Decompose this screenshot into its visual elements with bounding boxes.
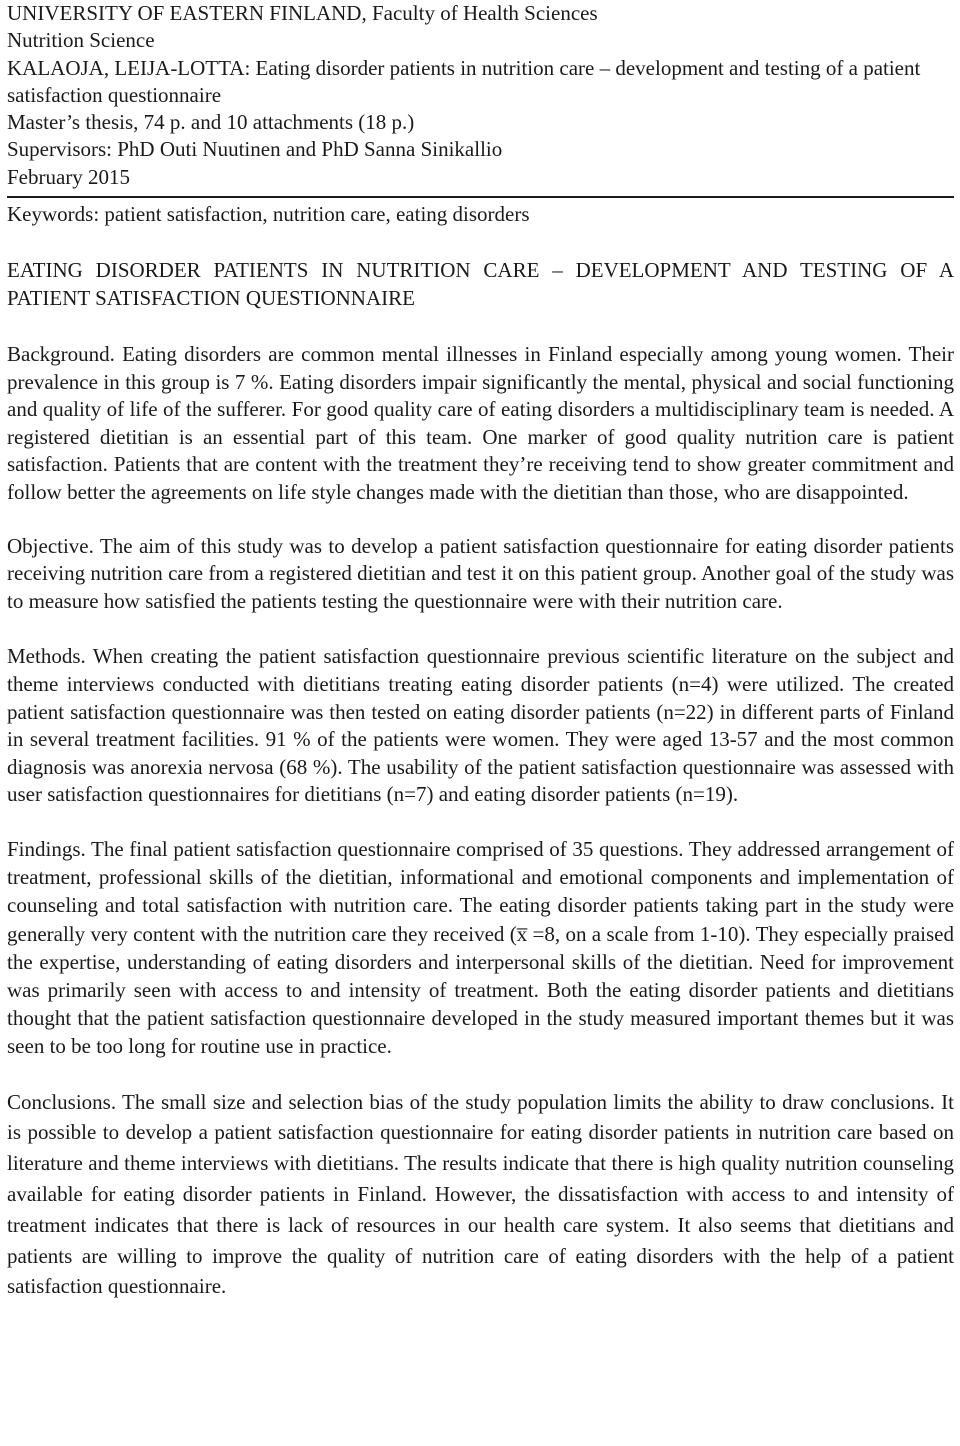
abstract-page <box>7 0 954 1302</box>
background-paragraph: Background. Eating disorders are common mental illnesses in Finland especially among young women. Their prevalence in this group is 7 %. Eating disorders impair significantly the mental, physical and social functioning and quality of life of the sufferer. For good quality care of eating disorders a multidisciplinary team is needed. A registered dietitian is an essential part of this team. One marker of good quality nutrition care is patient satisfaction. Patients that are content with the treatment they’re receiving tend to show greater commitment and follow better the agreements on life style changes made with the dietitian than those, who are disappointed. <box>7 342 954 505</box>
thesis-pages-line: Master’s thesis, 74 p. and 10 attachments (18 p.) <box>7 110 415 135</box>
university-faculty-line: UNIVERSITY OF EASTERN FINLAND, Faculty of Health Sciences <box>7 1 598 25</box>
objective-paragraph: Objective. The aim of this study was to develop a patient satisfaction questionnaire for eating disorder patients receiving nutrition care from a registered dietitian and test it on this patient group. Another goal of the study was to measure how satisfied the patients testing the questionnaire were with their nutrition care. <box>7 533 954 613</box>
methods-paragraph: Methods. When creating the patient satisfaction questionnaire previous scientific literature on the subject and theme interviews conducted with dietitians treating eating disorder patients (n=4) were utilized. The created patient satisfaction questionnaire was then tested on eating disorder patients (n=22) in different parts of Finland in several treatment facilities. 91 % of the patients were women. They were aged 13-57 and the most common diagnosis was anorexia nervosa (68 %). The usability of the patient satisfaction questionnaire was assessed with user satisfaction questionnaires for dietitians (n=7) and eating disorder patients (n=19). <box>7 644 954 807</box>
thesis-header <box>7 0 954 191</box>
date-line: February 2015 <box>7 164 131 189</box>
author-title-line: KALAOJA, LEIJA-LOTTA: Eating disorder patients in nutrition care – development and testing of a patient satisfaction questionnaire <box>7 55 921 107</box>
keywords-line: Keywords: patient satisfaction, nutrition care, eating disorders <box>7 202 530 227</box>
thesis-title: EATING DISORDER PATIENTS IN NUTRITION CARE – DEVELOPMENT AND TESTING OF A PATIENT SATISFACTION QUESTIONNAIRE <box>7 258 954 310</box>
supervisors-line: Supervisors: PhD Outi Nuutinen and PhD Sanna Sinikallio <box>7 137 503 162</box>
header-divider <box>7 196 954 198</box>
conclusions-paragraph: Conclusions. The small size and selection bias of the study population limits the ability to draw conclusions. It is possible to develop a patient satisfaction questionnaire for eating disorder patients in nutrition care based on literature and theme interviews with dietitians. The results indicate that there is high quality nutrition counseling available for eating disorder patients in Finland. However, the dissatisfaction with access to and intensity of treatment indicates that there is lack of resources in our health care system. It also seems that dietitians and patients are willing to improve the quality of nutrition care of eating disorders with the help of a patient satisfaction questionnaire. <box>7 1089 954 1299</box>
department-line: Nutrition Science <box>7 28 155 53</box>
findings-paragraph: Findings. The final patient satisfaction questionnaire comprised of 35 questions. They addressed arrangement of treatment, professional skills of the dietitian, informational and emotional components and implementation of counseling and total satisfaction with nutrition care. The eating disorder patients taking part in the study were generally very content with the nutrition care they received (x̅ =8, on a scale from 1-10). They especially praised the expertise, understanding of eating disorders and interpersonal skills of the dietitian. Need for improvement was primarily seen with access to and intensity of treatment. Both the eating disorder patients and dietitians thought that the patient satisfaction questionnaire developed in the study measured important themes but it was seen to be too long for routine use in practice. <box>7 836 954 1059</box>
